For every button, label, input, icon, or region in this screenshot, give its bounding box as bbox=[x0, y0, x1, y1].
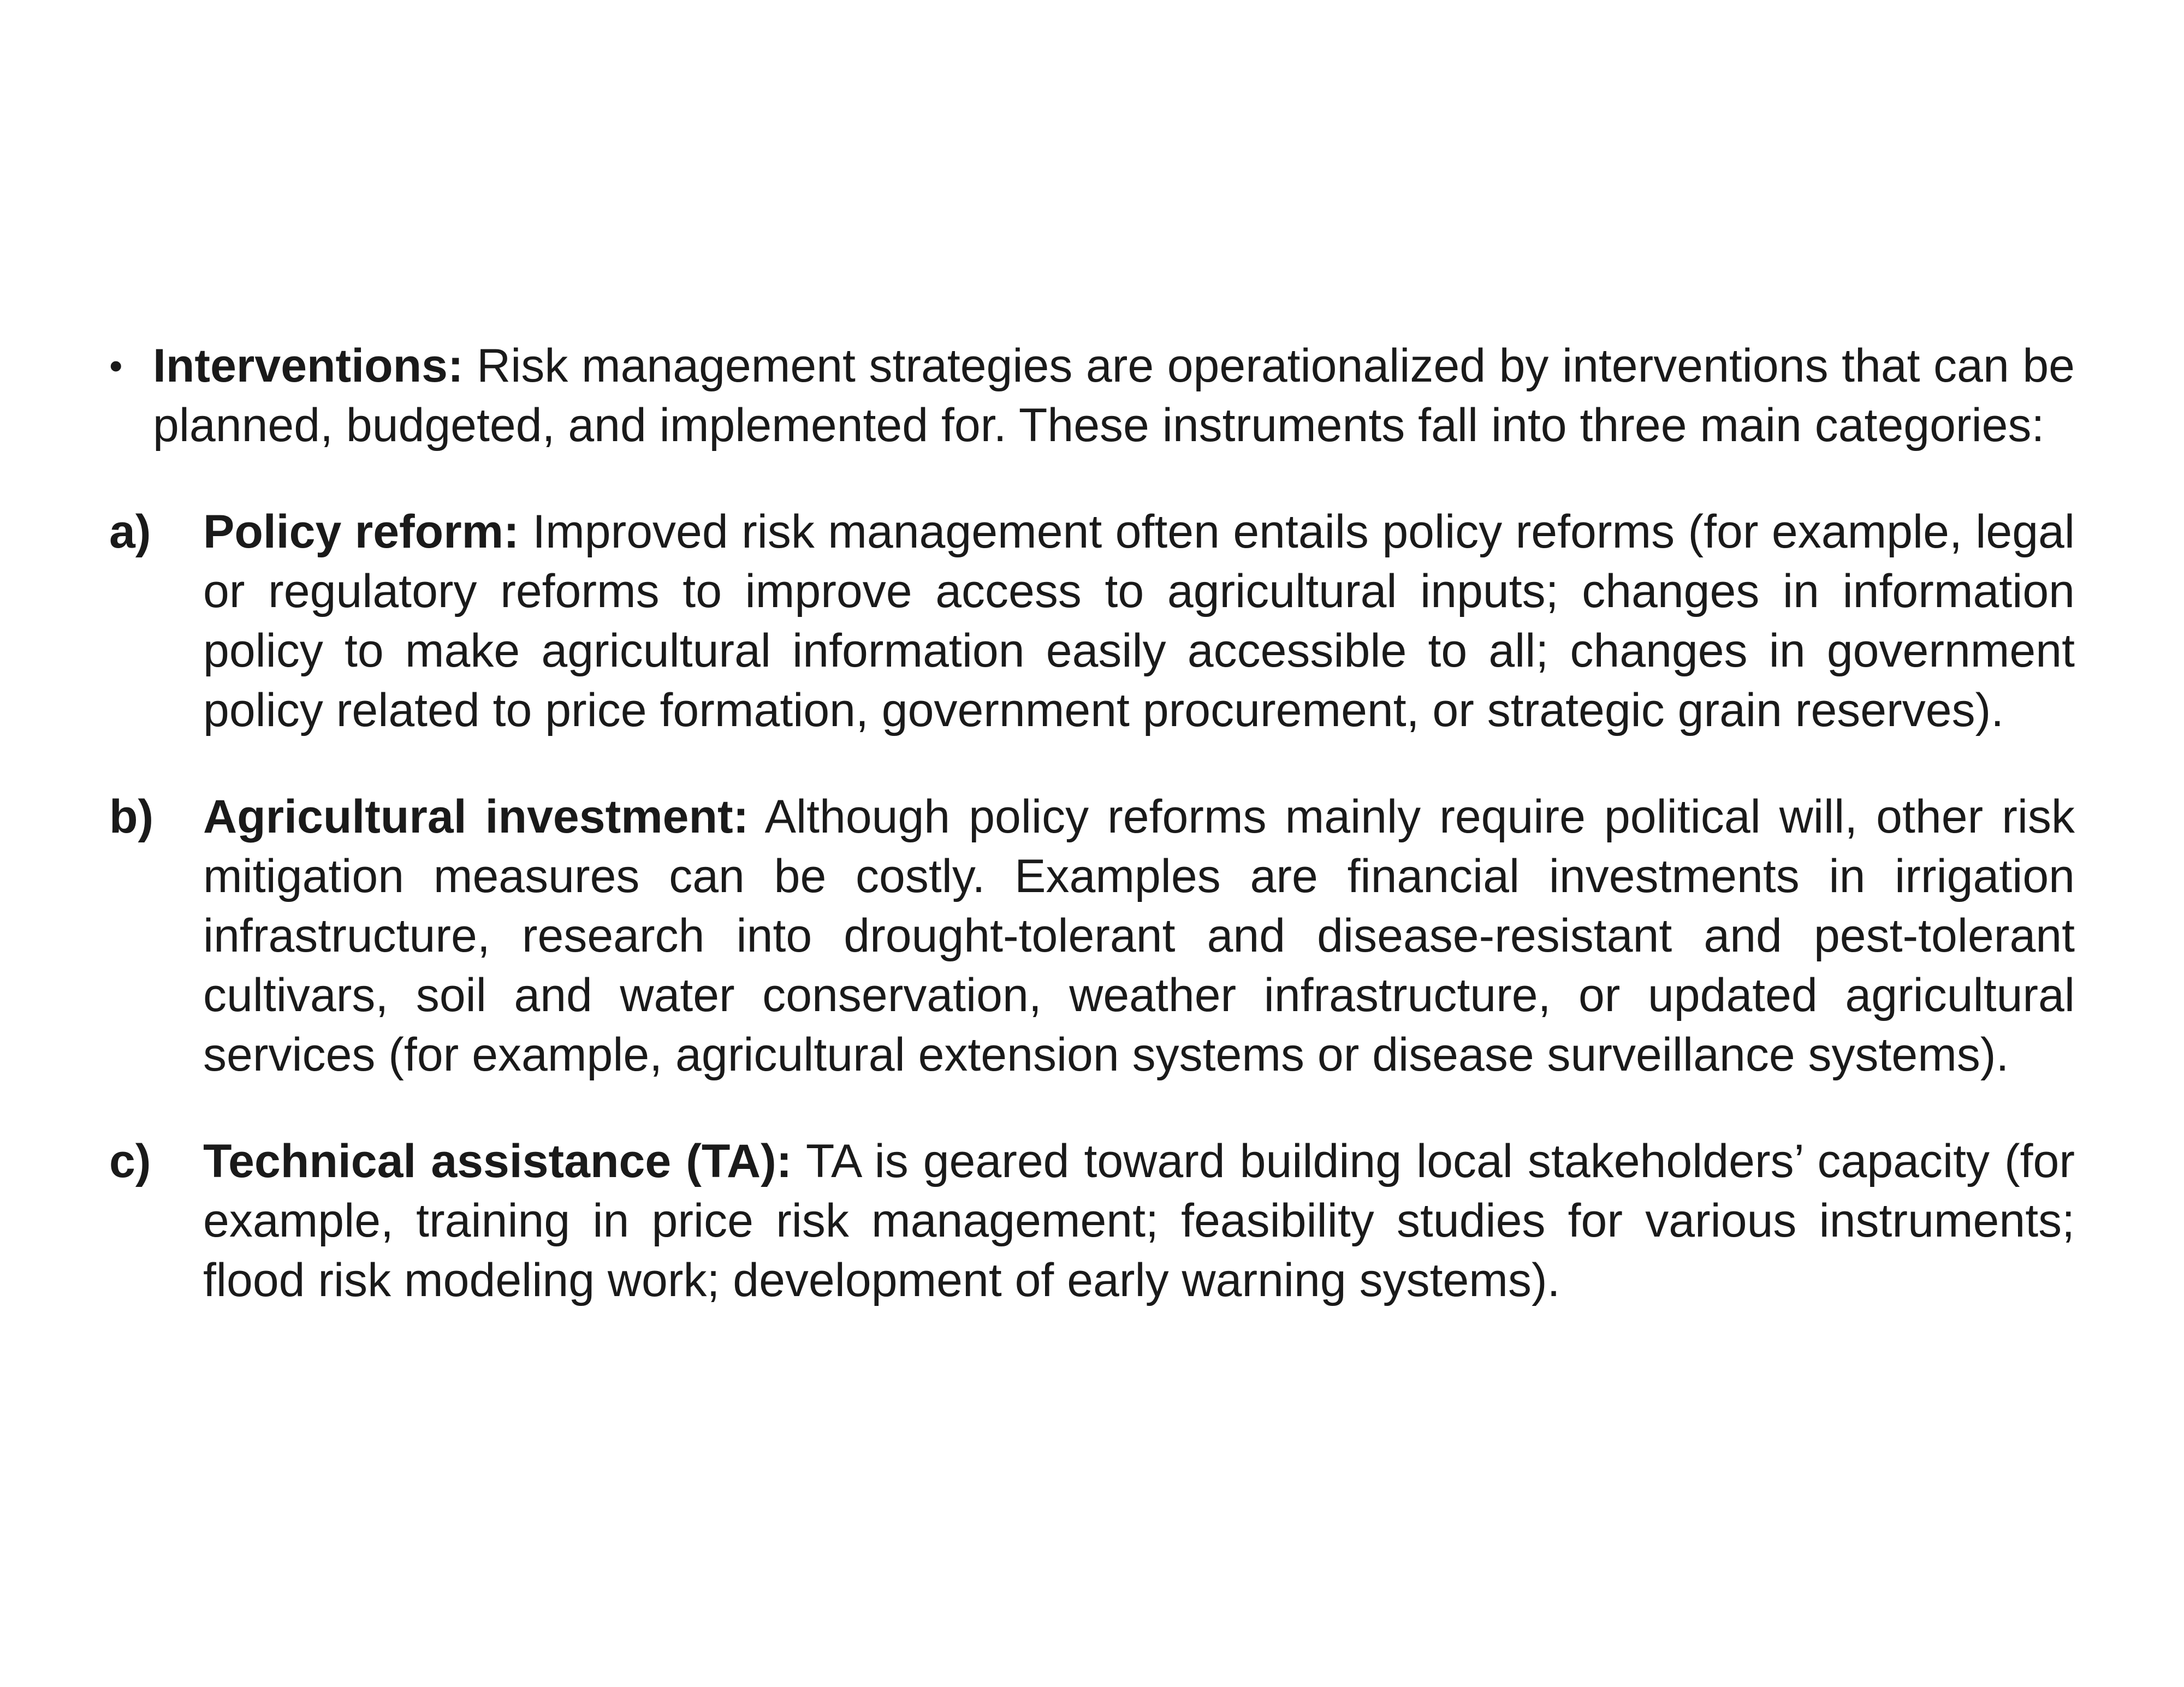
list-item-technical-assistance bbox=[109, 1132, 2075, 1310]
list-term: Technical assistance (TA): bbox=[203, 1135, 792, 1187]
slide-body bbox=[109, 289, 2075, 1334]
list-marker: a) bbox=[109, 506, 151, 558]
bullet-marker: • bbox=[109, 344, 123, 387]
list-term: Agricultural investment: bbox=[203, 791, 749, 843]
list-item-policy-reform bbox=[109, 502, 2075, 740]
list-marker: c) bbox=[109, 1135, 151, 1187]
bullet-text: Risk management strategies are operationalized by interventions that can be planned, budgeted, and implemented for. These instruments fall into three main categories: bbox=[153, 340, 2075, 452]
list-text: TA is geared toward building local stakeholders’ capacity (for example, training in price risk management; feasibility studies for various instruments; flood risk modeling work; development of early warning systems). bbox=[203, 1135, 2075, 1306]
list-text: Improved risk management often entails policy reforms (for example, legal or regulatory reforms to improve access to agricultural inputs; changes in information policy to make agricultural information easily accessible to all; changes in government policy related to price formation, government procurement, or strategic grain reserves). bbox=[203, 506, 2075, 736]
list-marker: b) bbox=[109, 791, 154, 843]
list-term: Policy reform: bbox=[203, 506, 519, 558]
bullet-interventions bbox=[109, 336, 2075, 455]
bullet-term: Interventions: bbox=[153, 340, 464, 392]
list-item-agricultural-investment bbox=[109, 787, 2075, 1085]
list-text: Although policy reforms mainly require political will, other risk mitigation measures can be costly. Examples are financial investments in irrigation infrastructure, research into drought-tolerant and disease-resistant and pest-tolerant cultivars, soil and water conservation, weather infrastructure, or updated agricultural services (for example, agricultural extension systems or disease surveillance systems). bbox=[203, 791, 2075, 1081]
